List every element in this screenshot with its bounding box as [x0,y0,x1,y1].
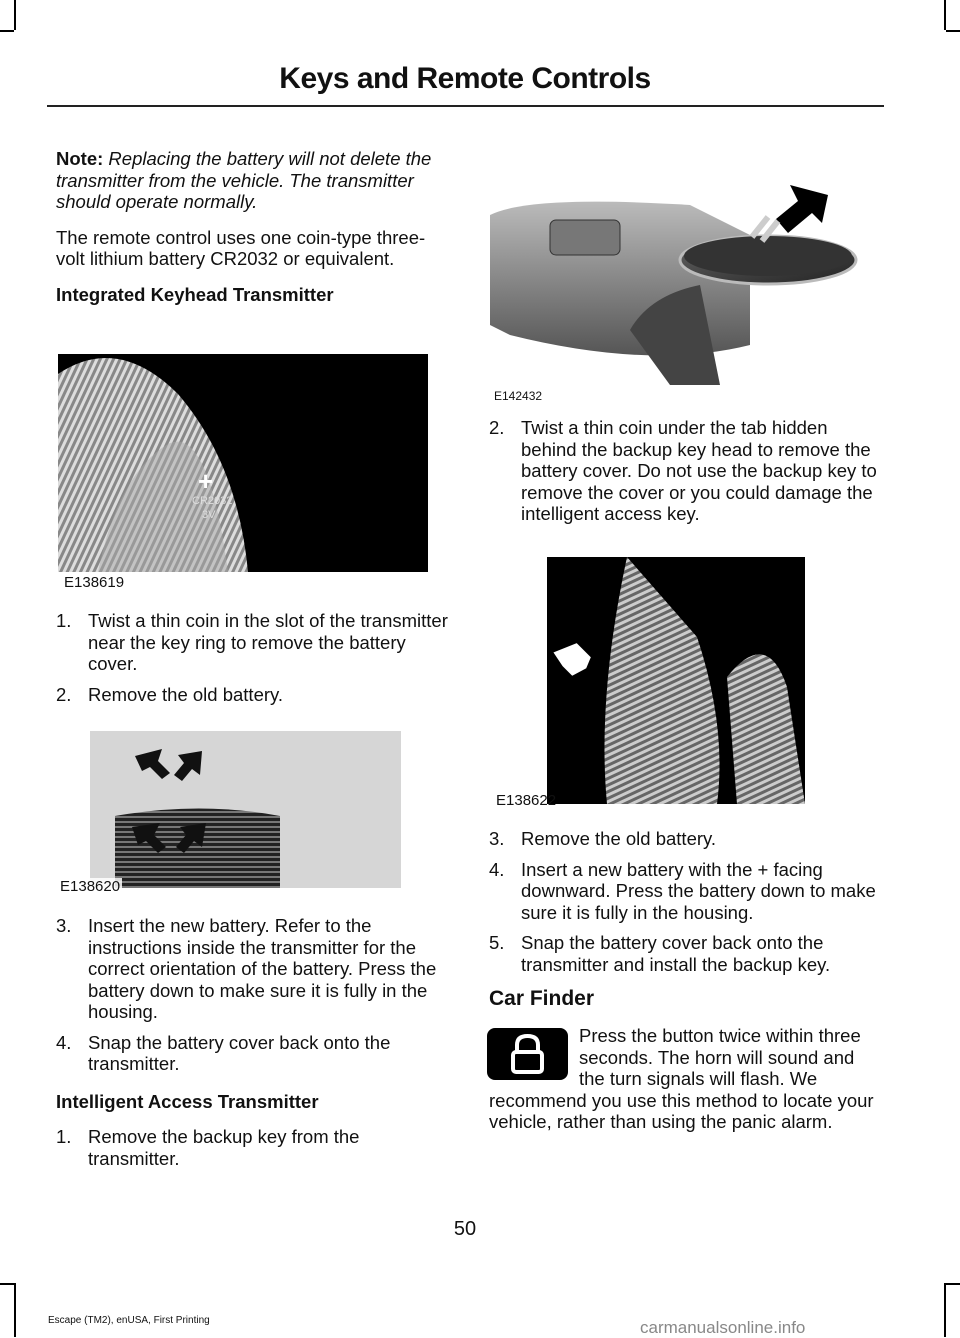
list-item: 3. Insert the new battery. Refer to the instructions inside the transmitter for the correct orientation of the battery. Press the battery down to make sure it is fully in the housing. [56,915,437,1022]
left-steps-2 [56,915,451,1178]
header-rule [47,105,884,107]
heading-car-finder: Car Finder [489,987,595,1010]
battery-voltage-text: 3V [202,509,216,521]
footer-text: Escape (TM2), enUSA, First Printing [48,1315,210,1326]
list-item: 1. Twist a thin coin in the slot of the transmitter near the key ring to remove the battery cover. [56,610,448,674]
intelligent-key-illustration [490,175,870,385]
heading-intelligent-access: Intelligent Access Transmitter [56,1090,319,1112]
car-finder-text: Press the button twice within three seconds. The horn will sound and the turn signals will flash. We recommend you use this method to locate your vehicle, rather than using the panic alarm. [489,1025,874,1132]
crop-mark [14,1283,16,1337]
list-item: 4. Insert a new battery with the + facing downward. Press the battery down to make sure it is fully in the housing. [489,858,876,923]
crop-mark [0,1283,14,1285]
crop-mark [14,0,16,30]
crop-mark [946,1283,960,1285]
figure-id-e142432: E142432 [494,389,543,403]
list-item: 1. Remove the backup key from the transmitter. [56,1126,360,1169]
figure-id-e138620: E138620 [60,878,121,895]
keyhead-illustration [58,354,428,572]
crop-mark [0,30,14,32]
page-number: 50 [453,1218,477,1240]
left-steps-1 [56,610,451,714]
crop-mark [944,1283,946,1337]
figure-old-battery-removal [90,731,401,888]
intro-text: The remote control uses one coin-type three-volt lithium battery CR2032 or equivalent. [56,226,426,269]
page-title: Keys and Remote Controls [279,62,651,95]
crop-mark [946,30,960,32]
figure-keyhead-transmitter [58,354,428,572]
list-item: 5. Snap the battery cover back onto the transmitter and install the backup key. [489,932,831,975]
backup-key-illustration [547,557,805,804]
list-item: 2. Twist a thin coin under the tab hidden behind the backup key head to remove the battery cover. Do not use the backup key to remove the cover or you could damage the intelligent access key. [489,417,877,524]
battery-label-text: CR2032 [192,495,233,507]
watermark: carmanualsonline.info [640,1318,806,1337]
figure-id-e138622: E138622 [496,792,557,809]
note-label: Note: [56,148,104,169]
list-item: 3. Remove the old battery. [489,828,717,849]
left-column [56,148,451,319]
note [56,148,451,213]
figure-backup-key-head [547,557,805,804]
right-steps-2 [489,828,884,984]
crop-mark [944,0,946,30]
battery-removal-illustration [90,731,401,888]
figure-id-e138619: E138619 [64,574,125,591]
list-item: 4. Snap the battery cover back onto the transmitter. [56,1031,391,1074]
right-steps-1 [489,417,884,534]
figure-intelligent-key-battery [490,175,870,385]
plus-mark: + [198,466,214,496]
note-text: Replacing the battery will not delete the transmitter from the vehicle. The transmitter should operate normally. [56,148,432,212]
heading-integrated-keyhead: Integrated Keyhead Transmitter [56,283,334,305]
list-item: 2. Remove the old battery. [56,683,284,705]
